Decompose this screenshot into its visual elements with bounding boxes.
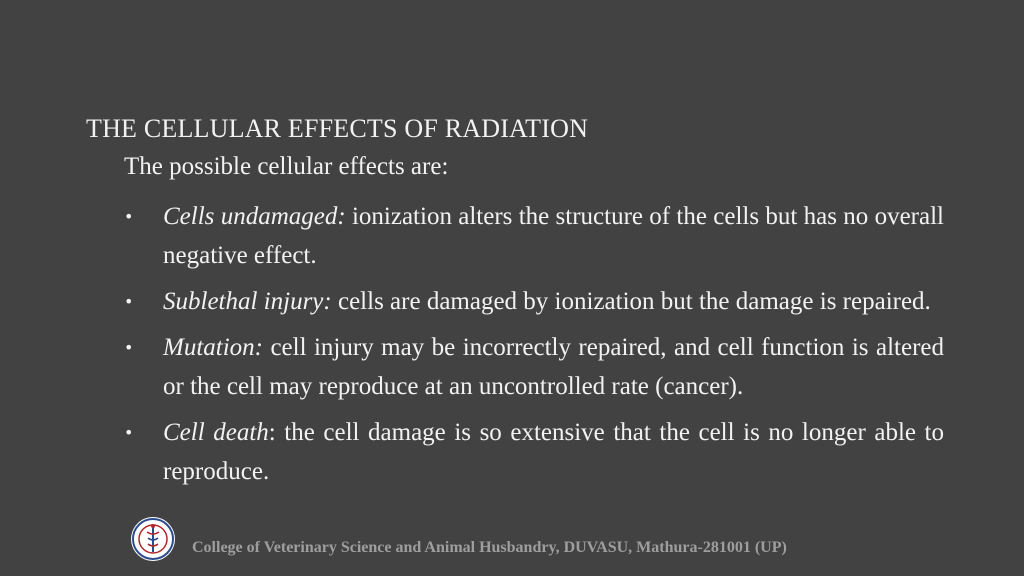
slide-intro: The possible cellular effects are: — [124, 153, 449, 180]
bullet-term: Cells undamaged: — [163, 203, 346, 230]
bullet-term: Cell death — [163, 419, 269, 446]
college-emblem-icon — [130, 516, 176, 562]
bullet-text: cell injury may be incorrectly repaired, and cell function is altered or the cell may reproduce at an uncontrolled rate (cancer). — [163, 334, 944, 400]
slide-title: THE CELLULAR EFFECTS OF RADIATION — [86, 114, 589, 143]
footer — [130, 516, 990, 564]
bullet-dot: • — [124, 338, 134, 357]
bullet-item — [124, 197, 944, 275]
footer-text: College of Veterinary Science and Animal Husbandry, DUVASU, Mathura-281001 (UP) — [192, 539, 787, 556]
bullet-item — [124, 328, 944, 406]
bullet-term: Mutation: — [163, 334, 263, 361]
bullet-list — [124, 197, 944, 498]
bullet-item — [124, 282, 944, 321]
bullet-text: ionization alters the structure of the cells but has no overall negative effect. — [163, 203, 944, 269]
bullet-text: cells are damaged by ionization but the damage is repaired. — [331, 288, 931, 315]
bullet-text: : the cell damage is so extensive that the cell is no longer able to reproduce. — [163, 419, 945, 485]
bullet-item — [124, 413, 944, 491]
bullet-dot: • — [124, 292, 134, 311]
bullet-term: Sublethal injury: — [163, 288, 332, 315]
bullet-dot: • — [124, 207, 134, 226]
bullet-dot: • — [124, 423, 134, 442]
